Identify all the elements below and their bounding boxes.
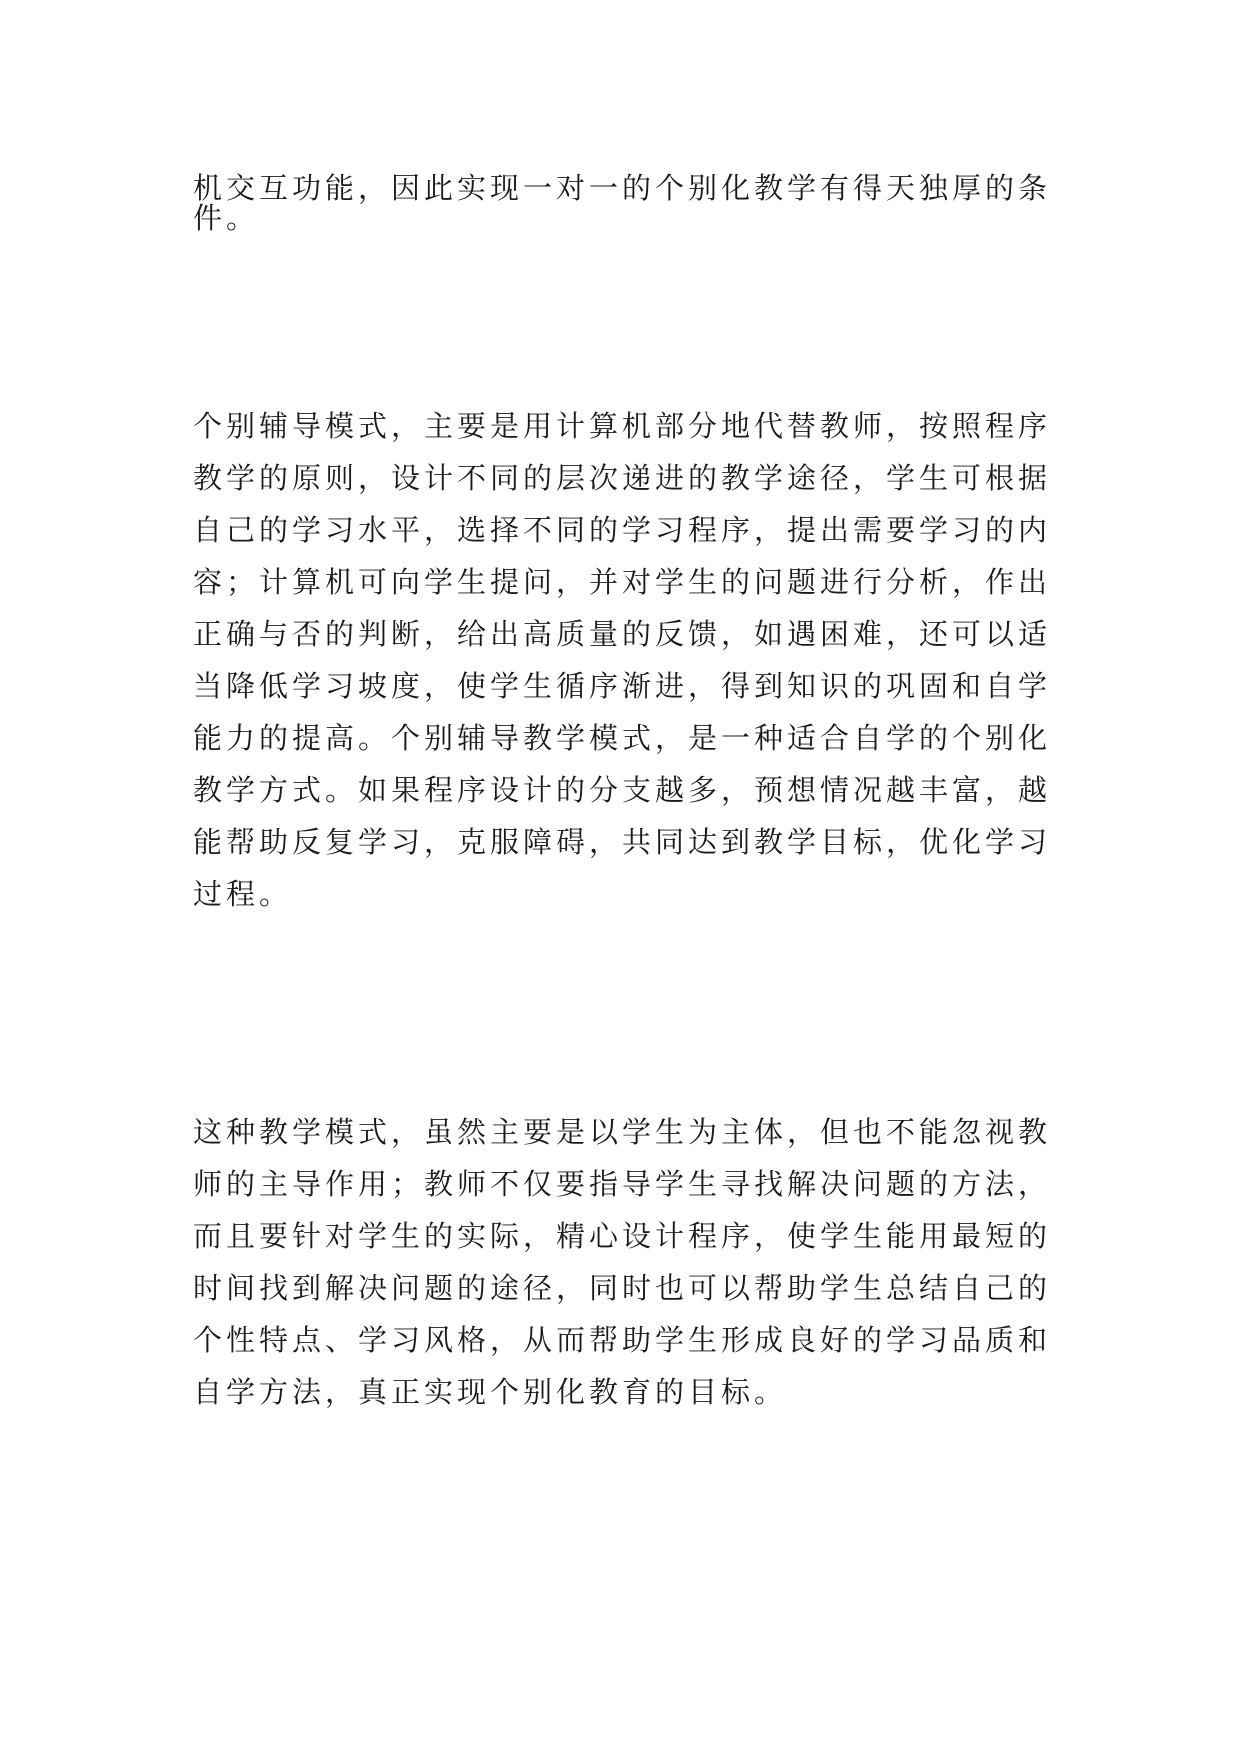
paragraph-line: 教学的原则，设计不同的层次递进的教学途径，学生可根据	[193, 461, 1052, 495]
paragraph-line: 能帮助反复学习，克服障碍，共同达到教学目标，优化学习	[193, 825, 1052, 859]
paragraph-line: 容；计算机可向学生提问，并对学生的问题进行分析，作出	[193, 565, 1052, 599]
paragraph-line: 机交互功能，因此实现一对一的个别化教学有得天独厚的条	[193, 171, 1052, 205]
paragraph-line: 这种教学模式，虽然主要是以学生为主体，但也不能忽视教	[193, 1115, 1052, 1149]
paragraph-line: 能力的提高。个别辅导教学模式，是一种适合自学的个别化	[193, 721, 1052, 755]
paragraph-line: 个性特点、学习风格，从而帮助学生形成良好的学习品质和	[193, 1323, 1052, 1357]
paragraph-line: 自己的学习水平，选择不同的学习程序，提出需要学习的内	[193, 513, 1052, 547]
paragraph-line: 正确与否的判断，给出高质量的反馈，如遇困难，还可以适	[193, 617, 1052, 651]
paragraph-line: 过程。	[193, 877, 293, 911]
paragraph-line: 个别辅导模式，主要是用计算机部分地代替教师，按照程序	[193, 409, 1052, 443]
paragraph-line: 件。	[193, 201, 260, 235]
paragraph-line: 自学方法，真正实现个别化教育的目标。	[193, 1375, 788, 1409]
paragraph-line: 教学方式。如果程序设计的分支越多，预想情况越丰富，越	[193, 773, 1052, 807]
paragraph-line: 而且要针对学生的实际，精心设计程序，使学生能用最短的	[193, 1219, 1052, 1253]
paragraph-line: 当降低学习坡度，使学生循序渐进，得到知识的巩固和自学	[193, 669, 1052, 703]
paragraph-line: 时间找到解决问题的途径，同时也可以帮助学生总结自己的	[193, 1271, 1052, 1305]
paragraph-line: 师的主导作用；教师不仅要指导学生寻找解决问题的方法，	[193, 1167, 1052, 1201]
